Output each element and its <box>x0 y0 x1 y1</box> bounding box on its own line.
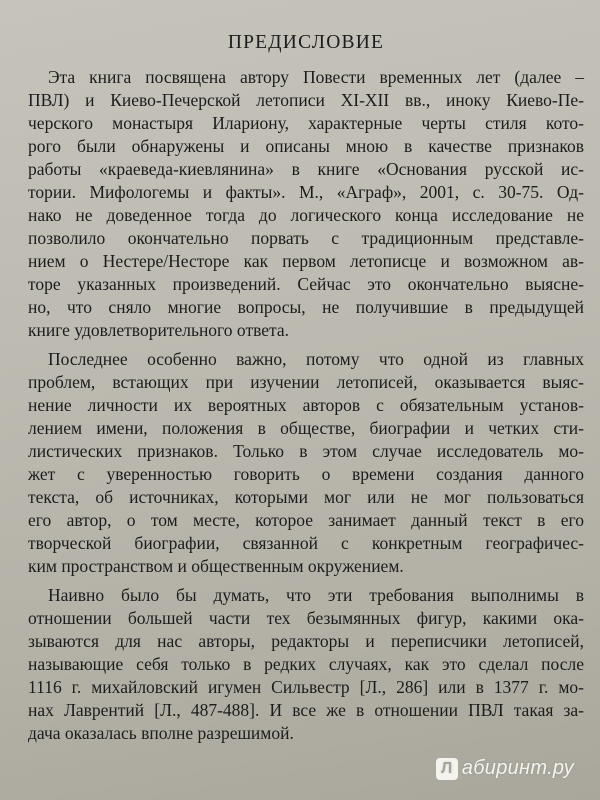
text-line: книге удовлетворительного ответа. <box>28 320 290 340</box>
labirint-watermark <box>436 757 574 780</box>
text-line: нако не доведенное тогда до логического конца исследование не <box>28 205 584 225</box>
text-line: жет с уверенностью говорить о времени создания данного <box>28 464 584 484</box>
labirint-logo-text: абиринт.ру <box>461 757 574 779</box>
text-line: но, что сняло многие вопросы, не получившие в предыдущей <box>28 297 584 317</box>
text-line: работы «краеведа-киевлянина» в книге «Основания русской ис- <box>28 159 584 179</box>
paragraph <box>28 66 584 342</box>
text-line: дача оказалась вполне разрешимой. <box>28 723 294 743</box>
text-line: называющие себя только в редких случаях, как это сделал после <box>28 654 584 674</box>
paragraph <box>28 348 584 578</box>
text-line: нение личности их вероятных авторов с обязательным установ- <box>28 395 584 415</box>
text-line: проблем, встающих при изучении летописей, оказывается выяс- <box>28 372 584 392</box>
page-body <box>28 66 584 745</box>
text-line: Эта книга посвящена автору Повести временных лет (далее – <box>48 67 584 87</box>
text-line: зываются для нас авторы, редакторы и переписчики летописей, <box>28 631 584 651</box>
text-line: творческой биографии, связанной с конкретным географичес- <box>28 533 584 553</box>
text-line: 1116 г. михайловский игумен Сильвестр [Л., 286] или в 1377 г. мо- <box>28 677 584 697</box>
text-line: его автор, о том месте, которое занимает данный текст в его <box>28 510 584 530</box>
text-line: позволило окончательно порвать с традиционным представле- <box>28 228 584 248</box>
paragraph <box>28 584 584 745</box>
text-line: торе указанных произведений. Сейчас это окончательно выясне- <box>28 274 584 294</box>
text-line: Наивно было бы думать, что эти требования выполнимы в <box>48 585 584 605</box>
page-title: ПРЕДИСЛОВИЕ <box>227 32 385 53</box>
labirint-logo-icon: Л <box>436 758 458 780</box>
text-line: черского монастыря Илариону, характерные черты стиля кото- <box>28 113 584 133</box>
text-line: рого были обнаружены и описаны мною в качестве признаков <box>28 136 584 156</box>
text-line: текста, об источниках, которыми мог или не мог пользоваться <box>28 487 584 507</box>
text-line: тории. Мифологемы и факты». М., «Аграф», 2001, с. 30-75. Од- <box>28 182 584 202</box>
text-line: лением имени, положения в обществе, биографии и четких сти- <box>28 418 584 438</box>
text-line: Последнее особенно важно, потому что одной из главных <box>48 349 584 369</box>
text-line: листических признаков. Только в этом случае исследователь мо- <box>28 441 584 461</box>
text-line: ПВЛ) и Киево-Печерской летописи XI-XII вв., иноку Киево-Пе- <box>28 90 584 110</box>
text-line: нах Лаврентий [Л., 487-488]. И все же в отношении ПВЛ такая за- <box>28 700 584 720</box>
text-line: нием о Нестере/Несторе как первом летописце и возможном ав- <box>28 251 584 271</box>
book-page <box>28 30 584 745</box>
text-line: отношении большей части тех безымянных фигур, какими ока- <box>28 608 584 628</box>
text-line: ким пространством и общественным окружением. <box>28 556 404 576</box>
